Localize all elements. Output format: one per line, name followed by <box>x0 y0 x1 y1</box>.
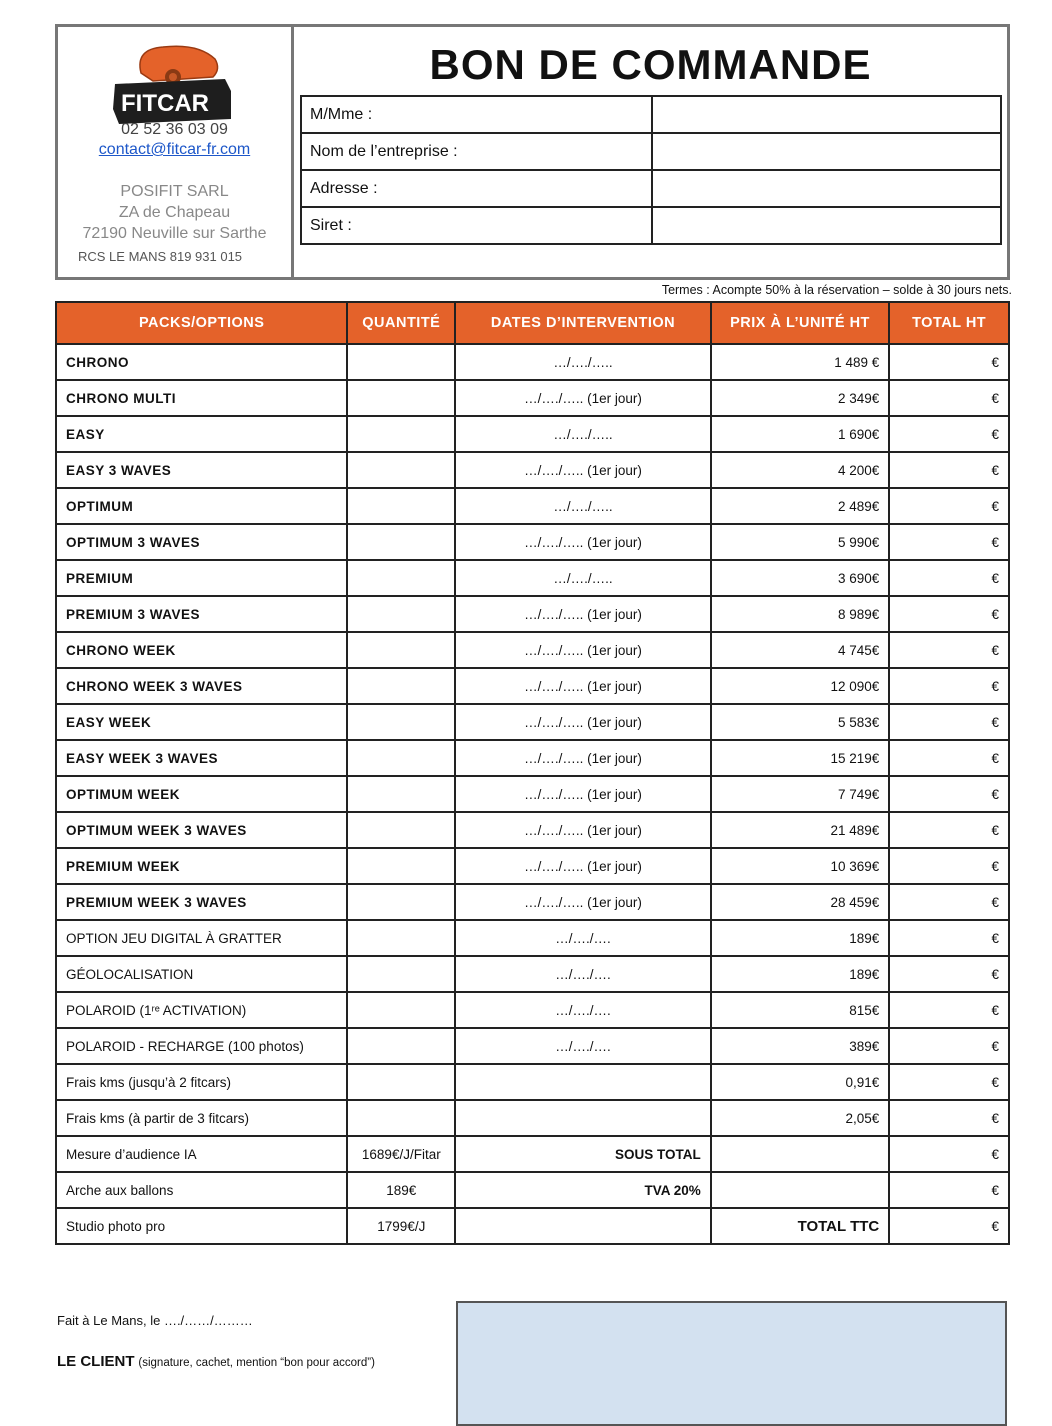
total-cell[interactable]: € <box>889 920 1009 956</box>
unit-price: 12 090€ <box>711 668 890 704</box>
place-date[interactable]: Fait à Le Mans, le …./……/……… <box>57 1313 253 1328</box>
total-cell[interactable]: € <box>889 524 1009 560</box>
pack-name: CHRONO WEEK 3 WAVES <box>56 668 347 704</box>
extra-option-price: 1799€/J <box>347 1208 455 1244</box>
table-row <box>56 452 1009 488</box>
pack-name: POLAROID (1ʳᵉ ACTIVATION) <box>56 992 347 1028</box>
unit-price: 3 690€ <box>711 560 890 596</box>
payment-terms: Termes : Acompte 50% à la réservation – solde à 30 jours nets. <box>661 283 1012 297</box>
pack-name: OPTION JEU DIGITAL À GRATTER <box>56 920 347 956</box>
summary-label: TVA 20% <box>455 1172 710 1208</box>
summary-value-label <box>711 1136 890 1172</box>
table-header <box>56 302 1009 344</box>
table-row <box>56 596 1009 632</box>
total-cell[interactable]: € <box>889 956 1009 992</box>
table-row <box>56 668 1009 704</box>
unit-price: 21 489€ <box>711 812 890 848</box>
date-cell[interactable] <box>455 1100 710 1136</box>
unit-price: 4 745€ <box>711 632 890 668</box>
total-cell[interactable]: € <box>889 668 1009 704</box>
date-cell[interactable]: …/…./….. <box>455 344 710 380</box>
pack-name: PREMIUM <box>56 560 347 596</box>
quantity-cell[interactable] <box>347 560 455 596</box>
unit-price: 389€ <box>711 1028 890 1064</box>
field-label: Siret : <box>301 207 652 244</box>
unit-price: 1 489 € <box>711 344 890 380</box>
field-label: Nom de l’entreprise : <box>301 133 652 170</box>
pack-name: EASY WEEK <box>56 704 347 740</box>
col-dates: DATES D’INTERVENTION <box>455 302 710 344</box>
field-label: M/Mme : <box>301 96 652 133</box>
extra-option-name: Studio photo pro <box>56 1208 347 1244</box>
company-info <box>58 27 294 277</box>
unit-price: 2 349€ <box>711 380 890 416</box>
table-row <box>56 884 1009 920</box>
date-cell[interactable]: …/…./…. <box>455 992 710 1028</box>
quantity-cell[interactable] <box>347 380 455 416</box>
quantity-cell[interactable] <box>347 416 455 452</box>
total-cell[interactable]: € <box>889 740 1009 776</box>
total-cell[interactable]: € <box>889 1064 1009 1100</box>
table-row <box>56 812 1009 848</box>
date-cell[interactable]: …/…./….. <box>455 560 710 596</box>
quantity-cell[interactable] <box>347 1064 455 1100</box>
pack-name: GÉOLOCALISATION <box>56 956 347 992</box>
summary-total[interactable]: € <box>889 1136 1009 1172</box>
customer-row <box>301 170 1001 207</box>
extra-option-name: Arche aux ballons <box>56 1172 347 1208</box>
pack-name: OPTIMUM <box>56 488 347 524</box>
summary-label: SOUS TOTAL <box>455 1136 710 1172</box>
quantity-cell[interactable] <box>347 632 455 668</box>
table-row <box>56 740 1009 776</box>
summary-value-label: TOTAL TTC <box>711 1208 890 1244</box>
page-title: BON DE COMMANDE <box>429 41 872 88</box>
unit-price: 1 690€ <box>711 416 890 452</box>
email-link[interactable]: contact@fitcar-fr.com <box>98 141 251 158</box>
total-cell[interactable]: € <box>889 452 1009 488</box>
quantity-cell[interactable] <box>347 740 455 776</box>
summary-total[interactable]: € <box>889 1172 1009 1208</box>
total-cell[interactable]: € <box>889 1028 1009 1064</box>
total-cell[interactable]: € <box>889 416 1009 452</box>
total-cell[interactable]: € <box>889 380 1009 416</box>
quantity-cell[interactable] <box>347 704 455 740</box>
extra-option-name: Mesure d’audience IA <box>56 1136 347 1172</box>
table-row <box>56 488 1009 524</box>
pack-name: Frais kms (à partir de 3 fitcars) <box>56 1100 347 1136</box>
rcs-number: RCS LE MANS 819 931 015 <box>78 249 243 264</box>
pack-name: CHRONO MULTI <box>56 380 347 416</box>
date-cell[interactable]: …/…./….. (1er jour) <box>455 524 710 560</box>
pack-name: OPTIMUM WEEK <box>56 776 347 812</box>
unit-price: 8 989€ <box>711 596 890 632</box>
date-cell[interactable]: …/…./….. <box>455 488 710 524</box>
unit-price: 5 990€ <box>711 524 890 560</box>
table-row <box>56 920 1009 956</box>
phone-number: 02 52 36 03 09 <box>121 121 228 138</box>
total-cell[interactable]: € <box>889 884 1009 920</box>
total-cell[interactable]: € <box>889 1100 1009 1136</box>
summary-row <box>56 1172 1009 1208</box>
total-cell[interactable]: € <box>889 848 1009 884</box>
siret-field[interactable] <box>652 207 1001 244</box>
unit-price: 815€ <box>711 992 890 1028</box>
date-cell[interactable]: …/…./…. <box>455 1028 710 1064</box>
fitcar-logo <box>113 39 233 124</box>
pack-name: Frais kms (jusqu’à 2 fitcars) <box>56 1064 347 1100</box>
svg-text:FITCAR: FITCAR <box>121 90 209 117</box>
date-cell[interactable]: …/…./….. (1er jour) <box>455 668 710 704</box>
date-cell[interactable]: …/…./….. (1er jour) <box>455 704 710 740</box>
col-unit-price: PRIX À L’UNITÉ HT <box>711 302 890 344</box>
total-cell[interactable]: € <box>889 596 1009 632</box>
col-packs: PACKS/OPTIONS <box>56 302 347 344</box>
signature-box[interactable] <box>456 1301 1007 1426</box>
date-cell[interactable]: …/…./….. (1er jour) <box>455 380 710 416</box>
col-quantity: QUANTITÉ <box>347 302 455 344</box>
table-row <box>56 632 1009 668</box>
table-row <box>56 344 1009 380</box>
address-field[interactable] <box>652 170 1001 207</box>
summary-total[interactable]: € <box>889 1208 1009 1244</box>
pack-name: EASY 3 WAVES <box>56 452 347 488</box>
pack-name: CHRONO <box>56 344 347 380</box>
date-cell[interactable]: …/…./….. <box>455 416 710 452</box>
total-cell[interactable]: € <box>889 776 1009 812</box>
quantity-cell[interactable] <box>347 920 455 956</box>
quantity-cell[interactable] <box>347 1100 455 1136</box>
unit-price: 4 200€ <box>711 452 890 488</box>
pack-name: OPTIMUM WEEK 3 WAVES <box>56 812 347 848</box>
customer-row <box>301 133 1001 170</box>
unit-price: 28 459€ <box>711 884 890 920</box>
total-cell[interactable]: € <box>889 704 1009 740</box>
quantity-cell[interactable] <box>347 956 455 992</box>
unit-price: 0,91€ <box>711 1064 890 1100</box>
table-row <box>56 1064 1009 1100</box>
client-label: LE CLIENT (signature, cachet, mention “bon pour accord”) <box>57 1353 375 1370</box>
quantity-cell[interactable] <box>347 884 455 920</box>
pack-name: OPTIMUM 3 WAVES <box>56 524 347 560</box>
order-table <box>55 301 1010 1245</box>
unit-price: 189€ <box>711 920 890 956</box>
quantity-cell[interactable] <box>347 596 455 632</box>
summary-label <box>455 1208 710 1244</box>
table-row <box>56 1100 1009 1136</box>
unit-price: 2 489€ <box>711 488 890 524</box>
table-row <box>56 380 1009 416</box>
quantity-cell[interactable] <box>347 452 455 488</box>
table-row <box>56 776 1009 812</box>
pack-name: EASY WEEK 3 WAVES <box>56 740 347 776</box>
total-cell[interactable]: € <box>889 488 1009 524</box>
col-total: TOTAL HT <box>889 302 1009 344</box>
date-cell[interactable]: …/…./….. (1er jour) <box>455 596 710 632</box>
date-cell[interactable]: …/…./….. (1er jour) <box>455 740 710 776</box>
table-row <box>56 956 1009 992</box>
table-row <box>56 992 1009 1028</box>
table-row <box>56 524 1009 560</box>
quantity-cell[interactable] <box>347 848 455 884</box>
summary-row <box>56 1208 1009 1244</box>
date-cell[interactable]: …/…./….. (1er jour) <box>455 848 710 884</box>
customer-form <box>300 95 1002 245</box>
unit-price: 15 219€ <box>711 740 890 776</box>
extra-option-price: 1689€/J/Fitar <box>347 1136 455 1172</box>
company-address: POSIFIT SARL ZA de Chapeau 72190 Neuville sur Sarthe <box>82 183 267 242</box>
date-cell[interactable]: …/…./…. <box>455 956 710 992</box>
table-row <box>56 704 1009 740</box>
pack-name: CHRONO WEEK <box>56 632 347 668</box>
pack-name: PREMIUM 3 WAVES <box>56 596 347 632</box>
quantity-cell[interactable] <box>347 668 455 704</box>
table-row <box>56 848 1009 884</box>
unit-price: 189€ <box>711 956 890 992</box>
client-name-field[interactable] <box>652 96 1001 133</box>
total-cell[interactable]: € <box>889 812 1009 848</box>
date-cell[interactable] <box>455 1064 710 1100</box>
quantity-cell[interactable] <box>347 992 455 1028</box>
table-row <box>56 416 1009 452</box>
header <box>55 24 1010 280</box>
quantity-cell[interactable] <box>347 524 455 560</box>
extra-option-price: 189€ <box>347 1172 455 1208</box>
quantity-cell[interactable] <box>347 776 455 812</box>
customer-row <box>301 96 1001 133</box>
quantity-cell[interactable] <box>347 344 455 380</box>
date-cell[interactable]: …/…./….. (1er jour) <box>455 776 710 812</box>
pack-name: PREMIUM WEEK 3 WAVES <box>56 884 347 920</box>
table-row <box>56 560 1009 596</box>
quantity-cell[interactable] <box>347 1028 455 1064</box>
total-cell[interactable]: € <box>889 560 1009 596</box>
pack-name: EASY <box>56 416 347 452</box>
date-cell[interactable]: …/…./….. (1er jour) <box>455 812 710 848</box>
customer-row <box>301 207 1001 244</box>
date-cell[interactable]: …/…./…. <box>455 920 710 956</box>
unit-price: 2,05€ <box>711 1100 890 1136</box>
unit-price: 5 583€ <box>711 704 890 740</box>
date-cell[interactable]: …/…./….. (1er jour) <box>455 452 710 488</box>
summary-value-label <box>711 1172 890 1208</box>
date-cell[interactable]: …/…./….. (1er jour) <box>455 632 710 668</box>
total-cell[interactable]: € <box>889 344 1009 380</box>
date-cell[interactable]: …/…./….. (1er jour) <box>455 884 710 920</box>
quantity-cell[interactable] <box>347 812 455 848</box>
table-row <box>56 1028 1009 1064</box>
unit-price: 7 749€ <box>711 776 890 812</box>
summary-row <box>56 1136 1009 1172</box>
total-cell[interactable]: € <box>889 632 1009 668</box>
unit-price: 10 369€ <box>711 848 890 884</box>
total-cell[interactable]: € <box>889 992 1009 1028</box>
pack-name: PREMIUM WEEK <box>56 848 347 884</box>
company-name-field[interactable] <box>652 133 1001 170</box>
quantity-cell[interactable] <box>347 488 455 524</box>
pack-name: POLAROID - RECHARGE (100 photos) <box>56 1028 347 1064</box>
field-label: Adresse : <box>301 170 652 207</box>
